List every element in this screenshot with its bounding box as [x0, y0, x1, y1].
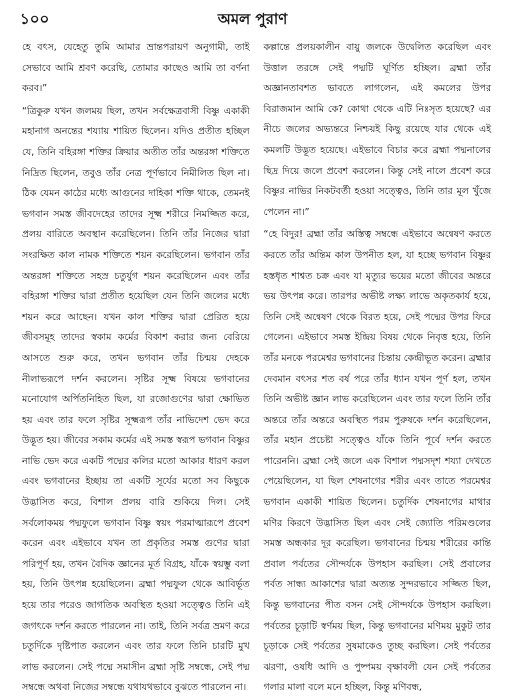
page-header [20, 6, 485, 32]
running-title: অমল পুরাণ [217, 10, 288, 28]
paragraph: “ত্রিকুরু যখন জলময় ছিল, তখন সর্বক্ষেত্রবাসী বিষ্ণু একাকী মহানাগ অনন্তের শয্যায় শায়িত ছিলেন। যদিও প্রতীত হচ্ছিল যে, তিনি বহিরঙ্গা শক্তির ক্রিয়ার অতীত তাঁর অন্তরঙ্গা শক্তিতে নিদ্রিত ছিলেন, তবুও তাঁর নেত্র পূর্ণভাবে নিমীলিত ছিল না। ঠিক যেমন কাঠের মধ্যে আগুনের দাহিকা শক্তি থাকে, তেমনই ভগবান সমস্ত জীবদেহের তাদের সূক্ষ্ম শরীরে নিমজ্জিত করে, প্রলয় বারিতে অবস্থান করেছিলেন। তিনি তাঁর নিজের দ্বারা সংরক্ষিত কাল নামক শক্তিতে শয়ন করেছিলেন। ভগবান তাঁর অন্তরঙ্গা শক্তিতে সহস্র চতুর্যুগ শয়ন করেছিলেন এবং তাঁর বহিরঙ্গা শক্তির দ্বারা প্রতীত হয়েছিল যেন তিনি জলের মধ্যে শয়ন করে আছেন। যখন কাল শক্তির দ্বারা প্রেরিত হয়ে জীবসমূহ তাদের স্বকাম কর্মের বিকাশ করার জন্য বেরিয়ে আসতে শুরু করে, তখন ভগবান তাঁর চিন্ময় দেহকে নীলাভরূপে দর্শন করলেন। সৃষ্টির সূক্ষ্ম বিষয়ে ভগবানের মনোযোগ অর্পিতনিহিত ছিল, যা রজোগুণের দ্বারা ক্ষোভিত হয় এবং তার ফলে সৃষ্টির সূক্ষ্মরূপ তাঁর নাভিদেশ ভেদ করে উদ্ভূত হয়। জীবের সকাম কর্মের এই সমস্ত স্বরূপ ভগবান বিষ্ণুর নাভি ভেদ করে একটি পদ্মের কলির মতো আকার ধারণ করল এবং ভগবানের ইচ্ছায় তা একটি সূর্যের মতো সব কিছুকে উদ্ভাসিত করে, বিশাল প্রলয় বারি শুকিয়ে দিল। সেই সর্বলোকময় পদ্মফুলে ভগবান বিষ্ণু স্বয়ং পরমাত্মারূপে প্রবেশ করেন এবং এইভাবে যখন তা প্রকৃতির সমস্ত গুণের দ্বারা পরিপূর্ণ হয়, তখন বৈদিক জ্ঞানের মূর্ত বিগ্রহ, যাঁকে স্বয়ম্ভু বলা হয়, তিনি উৎপন্ন হয়েছিলেন। ব্রহ্মা পদ্মফুল থেকে আবির্ভূত হয়ে তার পরেও জাগতিক অবস্থিত হওয়া সত্ত্বেও তিনি এই জগৎকে দর্শন করতে পারলেন না। তাই, তিনি সর্বত্র ভ্রমণ করে চতুর্দিকে দৃষ্টিপাত করলেন এবং তার ফলে তিনি চারটি মুখ লাভ করলেন। সেই পদ্মে সমাসীন ব্রহ্মা সৃষ্টি সম্বন্ধে, সেই পদ্ম সম্বন্ধে অথবা নিজের সম্বন্ধে যথাযথভাবে বুঝতে পারলেন না। [22, 105, 250, 694]
paragraph: হে বৎস, যেহেতু তুমি আমার ভ্রান্তপরায়ণ অনুগামী, তাই সেভাবে আমি শ্রবণ করেছি, তোমার কাছেও আমি তা বর্ণনা করব।” [22, 42, 250, 95]
paragraph: কল্পান্তে প্রলয়কালীন বায়ু জলকে উদ্বেলিত করেছিল এবং উত্তাল তরঙ্গে সেই পদ্মটি ঘূর্ণিত হচ্ছিল। ব্রহ্মা তাঁর অজ্ঞানতাবশত ভাবতে লাগলেন, এই কমলের উপর বিরাজমান আমি কে? কোথা থেকে এটি নিঃসৃত হয়েছে? এর নীচে জলের অভ্যন্তরে নিশ্চয়ই কিছু রয়েছে যার থেকে এই কমলটি উদ্ভূত হয়েছে। এইভাবে বিচার করে ব্রহ্মা পদ্মনালের ছিদ্র দিয়ে জলে প্রবেশ করলেন। কিন্তু সেই নালে প্রবেশ করে বিষ্ণুর নাভির নিকটবর্তী হওয়া সত্ত্বেও, তিনি তার মূল খুঁজে পেলেন না।” [263, 42, 491, 218]
page-number: ১০০ [20, 10, 50, 28]
paragraph: “হে বিদুর! ব্রহ্মা তাঁর অস্তিত্ব সম্বন্ধে এইভাবে অন্বেষণ করতে করতে তাঁর অন্তিম কাল উপনীত হল, যা হচ্ছে ভগবান বিষ্ণুর হস্তধৃত শাশ্বত চক্র এবং যা মৃত্যুর ভয়ের মতো জীবের অন্তরে ভয় উৎপন্ন করে। তারপর অভীষ্ট লক্ষ্য লাভে অকৃতকার্য হয়ে, তিনি সেই অন্বেষণ থেকে বিরত হয়ে, সেই পদ্মের উপর ফিরে গেলেন। এইভাবে সমস্ত ইন্দ্রিয় বিষয় থেকে নিবৃত্ত হয়ে, তিনি তাঁর মনকে পরমেশ্বর ভগবানের চিন্তায় কেন্দ্রীভূত করেন। ব্রহ্মার দেবমান বৎসর শত বর্ষ পরে তাঁর ধ্যান যখন পূর্ণ হল, তখন তিনি অভীষ্ট জ্ঞান লাভ করেছিলেন এবং তার ফলে তিনি তাঁর অন্তরে তাঁর অন্তরে অবস্থিত পরম পুরুষকে দর্শন করেছিলেন, তাঁর মহান প্রচেষ্টা সত্ত্বেও যাঁকে তিনি পূর্বে দর্শন করতে পারেননি। ব্রহ্মা সেই জলে এক বিশাল পদ্মসদৃশ শয্যা দেখতে পেয়েছিলেন, যা ছিল শেষনাগের শরীর এবং তাতে পরমেশ্বর ভগবান একাকী শায়িত ছিলেন। চতুর্দিক শেষনাগের মাথার মণির কিরণে উদ্ভাসিত ছিল এবং সেই জ্যোতি পরিমণ্ডলের সমস্ত অন্ধকার দূর করেছিল। ভগবানের চিন্ময় শরীরের কান্তি প্রবাল পর্বতের সৌন্দর্যকে উপহাস করছিল। সেই প্রবালের পর্বত সান্ধ্য আকাশের দ্বারা অত্যন্ত সুন্দরভাবে সজ্জিত ছিল, কিন্তু ভগবানের পীত বসন সেই সৌন্দর্যকে উপহাস করছিল। পর্বতের চূড়াটি স্বর্ণময় ছিল, কিন্তু ভগবানের মণিময় মুকুট তার চূড়াকে সেই পর্বতের সুষমাকেও তুচ্ছ করছিল। সেই পর্বতের ঝরণা, ওষধি আদি ও পুষ্পময় বৃক্ষাবলী যেন সেই পর্বতের গলার মালা বলে মনে হচ্ছিল, কিন্তু মণিবন্ধ, [263, 229, 491, 694]
text-columns [22, 38, 491, 694]
left-column [22, 38, 250, 694]
right-column [263, 38, 492, 694]
